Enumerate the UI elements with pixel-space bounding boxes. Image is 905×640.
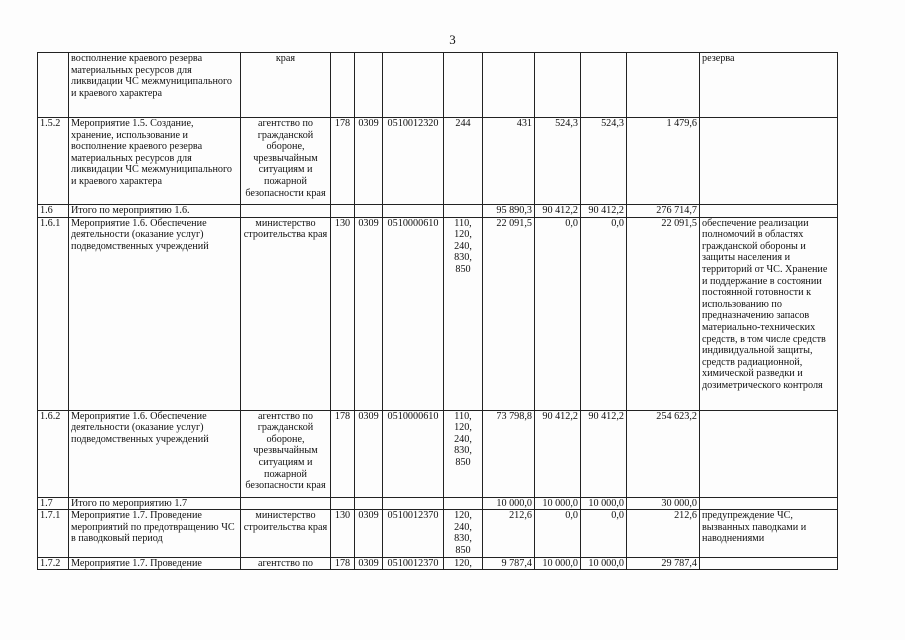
csr-code: 0510012320: [383, 118, 444, 205]
grbs-code: [331, 205, 355, 218]
year-1-amount: 95 890,3: [483, 205, 535, 218]
year-2-amount: 0,0: [535, 217, 581, 410]
csr-code: 0510012370: [383, 510, 444, 557]
table-row: [38, 497, 838, 510]
vr-code: [444, 53, 483, 118]
year-2-amount: 90 412,2: [535, 410, 581, 497]
year-1-amount: 22 091,5: [483, 217, 535, 410]
table-row: [38, 557, 838, 570]
measure-name: Мероприятие 1.5. Создание, хранение, использование и восполнение краевого резерва материальных ресурсов для ликвидации ЧС межмуниципального и краевого характера: [69, 118, 241, 205]
row-number: 1.5.2: [38, 118, 69, 205]
vr-code: 110, 120, 240, 830, 850: [444, 217, 483, 410]
grbs-code: 178: [331, 557, 355, 570]
executor: министерство строительства края: [241, 510, 331, 557]
rzpr-code: 0309: [355, 557, 383, 570]
measure-name: Мероприятие 1.6. Обеспечение деятельности (оказание услуг) подведомственных учреждений: [69, 410, 241, 497]
expected-result: резерва: [700, 53, 838, 118]
executor: агентство по гражданской обороне, чрезвычайным ситуациям и пожарной безопасности края: [241, 118, 331, 205]
grbs-code: [331, 497, 355, 510]
measure-name: Мероприятие 1.6. Обеспечение деятельности (оказание услуг) подведомственных учреждений: [69, 217, 241, 410]
expected-result: предупреждение ЧС, вызванных паводками и наводнениями: [700, 510, 838, 557]
rzpr-code: 0309: [355, 410, 383, 497]
total-amount: [627, 53, 700, 118]
total-amount: 254 623,2: [627, 410, 700, 497]
table-row: [38, 410, 838, 497]
year-1-amount: 9 787,4: [483, 557, 535, 570]
executor: министерство строительства края: [241, 217, 331, 410]
rzpr-code: [355, 205, 383, 218]
measure-name: Мероприятие 1.7. Проведение: [69, 557, 241, 570]
executor: [241, 497, 331, 510]
vr-code: 120,: [444, 557, 483, 570]
table-row: [38, 118, 838, 205]
expected-result: обеспечение реализации полномочий в областях гражданской обороны и защиты населения и территорий от ЧС. Хранение и поддержание в состоянии постоянной готовности к использованию по предназначению запасов материально-технических средств, в том числе средств индивидуальной защиты, средств радиационной, химической разведки и дозиметрического контроля: [700, 217, 838, 410]
table-row: [38, 205, 838, 218]
year-1-amount: 10 000,0: [483, 497, 535, 510]
executor: агентство по: [241, 557, 331, 570]
csr-code: [383, 205, 444, 218]
csr-code: [383, 497, 444, 510]
grbs-code: 130: [331, 510, 355, 557]
executor: [241, 205, 331, 218]
row-number: 1.7.1: [38, 510, 69, 557]
year-2-amount: 10 000,0: [535, 557, 581, 570]
year-3-amount: 90 412,2: [581, 410, 627, 497]
total-amount: 212,6: [627, 510, 700, 557]
grbs-code: 178: [331, 118, 355, 205]
grbs-code: 178: [331, 410, 355, 497]
year-3-amount: 10 000,0: [581, 497, 627, 510]
measure-name: восполнение краевого резерва материальных ресурсов для ликвидации ЧС межмуниципального и краевого характера: [69, 53, 241, 118]
year-2-amount: 524,3: [535, 118, 581, 205]
year-2-amount: [535, 53, 581, 118]
executor: агентство по гражданской обороне, чрезвычайным ситуациям и пожарной безопасности края: [241, 410, 331, 497]
year-3-amount: 90 412,2: [581, 205, 627, 218]
year-3-amount: 524,3: [581, 118, 627, 205]
vr-code: 120, 240, 830, 850: [444, 510, 483, 557]
rzpr-code: [355, 53, 383, 118]
executor: края: [241, 53, 331, 118]
measure-name: Итого по мероприятию 1.7: [69, 497, 241, 510]
page-number: 3: [449, 32, 456, 47]
expected-result: [700, 410, 838, 497]
year-1-amount: 212,6: [483, 510, 535, 557]
total-amount: 30 000,0: [627, 497, 700, 510]
expected-result: [700, 497, 838, 510]
year-2-amount: 0,0: [535, 510, 581, 557]
year-1-amount: 431: [483, 118, 535, 205]
expected-result: [700, 205, 838, 218]
year-3-amount: 0,0: [581, 217, 627, 410]
year-1-amount: 73 798,8: [483, 410, 535, 497]
year-3-amount: 10 000,0: [581, 557, 627, 570]
table-row: [38, 53, 838, 118]
row-number: 1.6.2: [38, 410, 69, 497]
row-number: 1.7.2: [38, 557, 69, 570]
vr-code: [444, 497, 483, 510]
total-amount: 29 787,4: [627, 557, 700, 570]
row-number: 1.7: [38, 497, 69, 510]
expected-result: [700, 557, 838, 570]
csr-code: 0510012370: [383, 557, 444, 570]
table-row: [38, 510, 838, 557]
grbs-code: 130: [331, 217, 355, 410]
rzpr-code: 0309: [355, 217, 383, 410]
vr-code: 110, 120, 240, 830, 850: [444, 410, 483, 497]
grbs-code: [331, 53, 355, 118]
row-number: 1.6: [38, 205, 69, 218]
table-row: [38, 217, 838, 410]
vr-code: [444, 205, 483, 218]
year-1-amount: [483, 53, 535, 118]
total-amount: 22 091,5: [627, 217, 700, 410]
budget-table: [37, 52, 838, 570]
csr-code: 0510000610: [383, 217, 444, 410]
row-number: [38, 53, 69, 118]
measure-name: Мероприятие 1.7. Проведение мероприятий по предотвращению ЧС в паводковый период: [69, 510, 241, 557]
row-number: 1.6.1: [38, 217, 69, 410]
total-amount: 276 714,7: [627, 205, 700, 218]
year-2-amount: 90 412,2: [535, 205, 581, 218]
total-amount: 1 479,6: [627, 118, 700, 205]
rzpr-code: [355, 497, 383, 510]
year-3-amount: [581, 53, 627, 118]
csr-code: [383, 53, 444, 118]
measure-name: Итого по мероприятию 1.6.: [69, 205, 241, 218]
year-3-amount: 0,0: [581, 510, 627, 557]
rzpr-code: 0309: [355, 118, 383, 205]
csr-code: 0510000610: [383, 410, 444, 497]
expected-result: [700, 118, 838, 205]
rzpr-code: 0309: [355, 510, 383, 557]
year-2-amount: 10 000,0: [535, 497, 581, 510]
vr-code: 244: [444, 118, 483, 205]
